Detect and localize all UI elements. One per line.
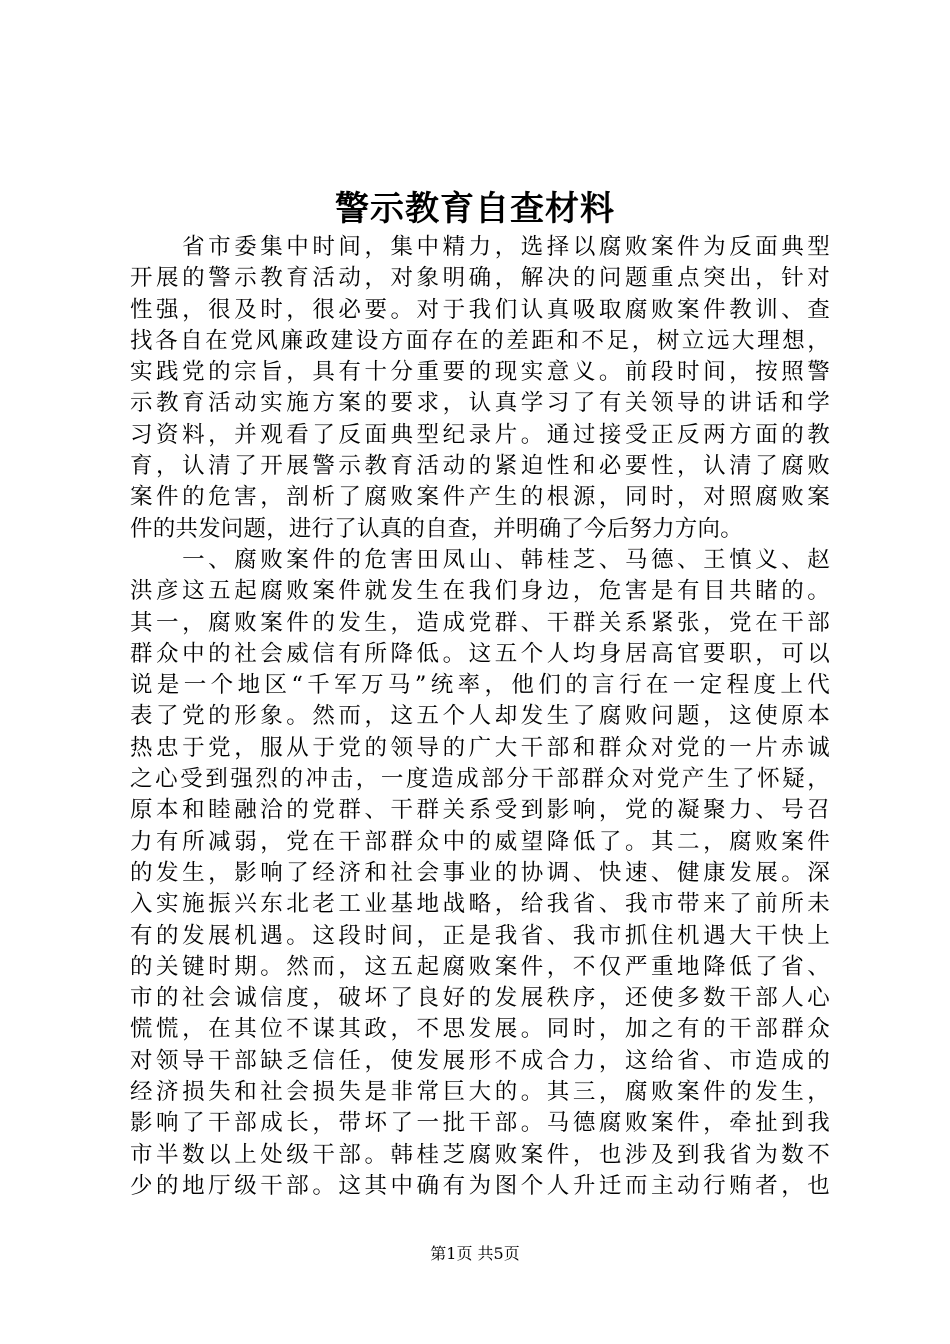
body-line: 的发生，影响了经济和社会事业的协调、快速、健康发展。深 xyxy=(130,859,830,886)
body-line: 市半数以上处级干部。韩桂芝腐败案件，也涉及到我省为数不 xyxy=(130,1141,830,1168)
body-line: 其一，腐败案件的发生，造成党群、干群关系紧张，党在干部 xyxy=(130,609,830,636)
body-line: 示教育活动实施方案的要求，认真学习了有关领导的讲话和学 xyxy=(130,390,830,417)
body-line: 开展的警示教育活动，对象明确，解决的问题重点突出，针对 xyxy=(130,265,830,292)
body-line: 影响了干部成长，带坏了一批干部。马德腐败案件，牵扯到我 xyxy=(130,1110,830,1137)
body-line: 省市委集中时间，集中精力，选择以腐败案件为反面典型 xyxy=(130,234,830,260)
document-title: 警示教育自查材料 xyxy=(335,189,615,229)
body-line: 力有所减弱，党在干部群众中的威望降低了。其二，腐败案件 xyxy=(130,828,830,855)
body-line: 之心受到强烈的冲击，一度造成部分干部群众对党产生了怀疑， xyxy=(130,766,830,793)
body-line: 习资料，并观看了反面典型纪录片。通过接受正反两方面的教 xyxy=(130,421,830,448)
page-footer: 第1页 共5页 xyxy=(430,1244,520,1263)
body-line: 育，认清了开展警示教育活动的紧迫性和必要性，认清了腐败 xyxy=(130,453,830,480)
body-line: 热忠于党，服从于党的领导的广大干部和群众对党的一片赤诚 xyxy=(130,734,830,761)
body-line: 表了党的形象。然而，这五个人却发生了腐败问题，这使原本 xyxy=(130,703,830,730)
body-line: 有的发展机遇。这段时间，正是我省、我市抓住机遇大干快上 xyxy=(130,922,830,949)
body-line: 原本和睦融洽的党群、干群关系受到影响，党的凝聚力、号召 xyxy=(130,797,830,824)
body-line: 的关键时期。然而，这五起腐败案件，不仅严重地降低了省、 xyxy=(130,953,830,980)
body-line: 入实施振兴东北老工业基地战略，给我省、我市带来了前所未 xyxy=(130,891,830,918)
body-line: 件的共发问题，进行了认真的自查，并明确了今后努力方向。 xyxy=(130,515,743,542)
body-line: 实践党的宗旨，具有十分重要的现实意义。前段时间，按照警 xyxy=(130,359,830,386)
document-body xyxy=(130,232,830,1202)
body-line: 市的社会诚信度，破坏了良好的发展秩序，还使多数干部人心 xyxy=(130,985,830,1012)
body-line: 群众中的社会威信有所降低。这五个人均身居高官要职，可以 xyxy=(130,640,830,667)
body-line: 一、腐败案件的危害田凤山、韩桂芝、马德、王慎义、赵 xyxy=(130,546,830,573)
body-line: 案件的危害，剖析了腐败案件产生的根源，同时，对照腐败案 xyxy=(130,484,830,511)
body-line: 找各自在党风廉政建设方面存在的差距和不足，树立远大理想， xyxy=(130,327,830,354)
body-line: 对领导干部缺乏信任，使发展形不成合力，这给省、市造成的 xyxy=(130,1047,830,1074)
body-line: 洪彦这五起腐败案件就发生在我们身边，危害是有目共睹的。 xyxy=(130,578,830,605)
body-line: 少的地厅级干部。这其中确有为图个人升迁而主动行贿者，也 xyxy=(130,1172,830,1199)
body-line: 经济损失和社会损失是非常巨大的。其三，腐败案件的发生， xyxy=(130,1079,830,1106)
body-line: 慌慌，在其位不谋其政，不思发展。同时，加之有的干部群众 xyxy=(130,1016,830,1043)
body-line: 说是一个地区“千军万马”统率，他们的言行在一定程度上代 xyxy=(130,672,830,699)
body-line: 性强，很及时，很必要。对于我们认真吸取腐败案件教训、查 xyxy=(130,296,830,323)
